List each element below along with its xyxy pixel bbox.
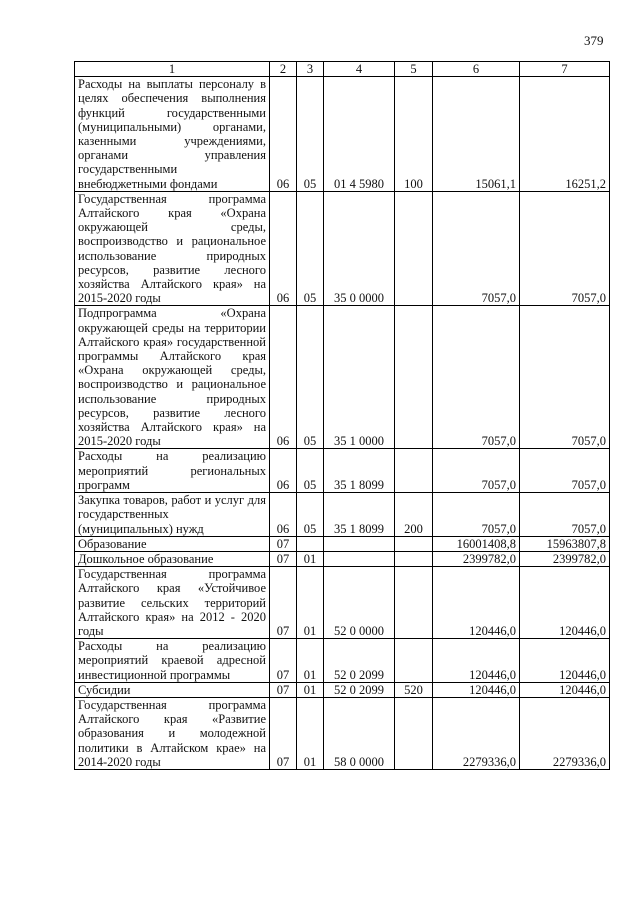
table-row: [75, 639, 610, 683]
row-name: Расходы на реализацию мероприятий краевой адресной инвестиционной программы: [75, 639, 270, 683]
amount-year-1: 120446,0: [433, 567, 520, 639]
section-code: 07: [270, 639, 297, 683]
table-row: [75, 567, 610, 639]
expense-type-code: [395, 567, 433, 639]
row-name: Государственная программа Алтайского края «Охрана окружающей среды, воспроизводство и рациональное использование природных ресурсов, развитие лесного хозяйства Алтайского края» на 2015-2020 годы: [75, 191, 270, 306]
row-name: Расходы на выплаты персоналу в целях обеспечения выполнения функций государственными (муниципальными) органами, казенными учреждениями, органами управления государственными внебюджетными фондами: [75, 77, 270, 192]
amount-year-1: 7057,0: [433, 306, 520, 449]
table-row: [75, 306, 610, 449]
expense-type-code: [395, 536, 433, 551]
target-article-code: 52 0 0000: [324, 567, 395, 639]
amount-year-2: 120446,0: [520, 682, 610, 697]
expense-type-code: 100: [395, 77, 433, 192]
amount-year-1: 2279336,0: [433, 697, 520, 769]
row-name: Государственная программа Алтайского края «Развитие образования и молодежной политики в Алтайском крае» на 2014-2020 годы: [75, 697, 270, 769]
target-article-code: 35 1 8099: [324, 449, 395, 493]
section-code: 07: [270, 567, 297, 639]
expense-type-code: [395, 697, 433, 769]
table-row: [75, 493, 610, 537]
column-header: 6: [433, 62, 520, 77]
subsection-code: 05: [297, 77, 324, 192]
row-name: Подпрограмма «Охрана окружающей среды на территории Алтайского края» государственной программы Алтайского края «Охрана окружающей среды, воспроизводство и рациональное использование природных ресурсов, развитие лесного хозяйства Алтайского края» на 2015-2020 годы: [75, 306, 270, 449]
subsection-code: 01: [297, 639, 324, 683]
subsection-code: 01: [297, 551, 324, 566]
amount-year-2: 2399782,0: [520, 551, 610, 566]
table-row: [75, 551, 610, 566]
row-name: Расходы на реализацию мероприятий региональных программ: [75, 449, 270, 493]
amount-year-2: 120446,0: [520, 639, 610, 683]
table-row: [75, 449, 610, 493]
subsection-code: 05: [297, 449, 324, 493]
target-article-code: [324, 551, 395, 566]
section-code: 06: [270, 449, 297, 493]
amount-year-1: 7057,0: [433, 449, 520, 493]
amount-year-2: 7057,0: [520, 306, 610, 449]
subsection-code: 01: [297, 697, 324, 769]
subsection-code: 05: [297, 493, 324, 537]
row-name: Субсидии: [75, 682, 270, 697]
column-header: 7: [520, 62, 610, 77]
column-number-row: [75, 62, 610, 77]
amount-year-2: 7057,0: [520, 449, 610, 493]
section-code: 06: [270, 191, 297, 306]
amount-year-1: 7057,0: [433, 191, 520, 306]
subsection-code: 05: [297, 191, 324, 306]
target-article-code: 01 4 5980: [324, 77, 395, 192]
section-code: 07: [270, 682, 297, 697]
amount-year-2: 7057,0: [520, 493, 610, 537]
row-name: Государственная программа Алтайского края «Устойчивое развитие сельских территорий Алтайского края» на 2012 - 2020 годы: [75, 567, 270, 639]
amount-year-2: 2279336,0: [520, 697, 610, 769]
subsection-code: 01: [297, 682, 324, 697]
target-article-code: 52 0 2099: [324, 639, 395, 683]
section-code: 07: [270, 551, 297, 566]
row-name: Образование: [75, 536, 270, 551]
table-row: [75, 77, 610, 192]
amount-year-2: 16251,2: [520, 77, 610, 192]
target-article-code: 52 0 2099: [324, 682, 395, 697]
target-article-code: 35 0 0000: [324, 191, 395, 306]
expense-type-code: [395, 191, 433, 306]
row-name: Дошкольное образование: [75, 551, 270, 566]
subsection-code: 01: [297, 567, 324, 639]
row-name: Закупка товаров, работ и услуг для государственных (муниципальных) нужд: [75, 493, 270, 537]
expense-type-code: [395, 306, 433, 449]
amount-year-1: 16001408,8: [433, 536, 520, 551]
expense-type-code: 520: [395, 682, 433, 697]
column-header: 4: [324, 62, 395, 77]
column-header: 3: [297, 62, 324, 77]
amount-year-2: 7057,0: [520, 191, 610, 306]
column-header: 2: [270, 62, 297, 77]
amount-year-2: 120446,0: [520, 567, 610, 639]
target-article-code: 35 1 0000: [324, 306, 395, 449]
page-number: 379: [584, 33, 604, 48]
expense-type-code: 200: [395, 493, 433, 537]
table-row: [75, 536, 610, 551]
table-row: [75, 682, 610, 697]
amount-year-2: 15963807,8: [520, 536, 610, 551]
section-code: 06: [270, 306, 297, 449]
section-code: 07: [270, 697, 297, 769]
subsection-code: [297, 536, 324, 551]
amount-year-1: 15061,1: [433, 77, 520, 192]
section-code: 07: [270, 536, 297, 551]
table-row: [75, 697, 610, 769]
column-header: 5: [395, 62, 433, 77]
expense-type-code: [395, 551, 433, 566]
section-code: 06: [270, 77, 297, 192]
amount-year-1: 120446,0: [433, 639, 520, 683]
budget-table: [74, 61, 610, 770]
target-article-code: 58 0 0000: [324, 697, 395, 769]
section-code: 06: [270, 493, 297, 537]
expense-type-code: [395, 639, 433, 683]
subsection-code: 05: [297, 306, 324, 449]
column-header: 1: [75, 62, 270, 77]
target-article-code: 35 1 8099: [324, 493, 395, 537]
table-row: [75, 191, 610, 306]
amount-year-1: 120446,0: [433, 682, 520, 697]
amount-year-1: 7057,0: [433, 493, 520, 537]
expense-type-code: [395, 449, 433, 493]
target-article-code: [324, 536, 395, 551]
amount-year-1: 2399782,0: [433, 551, 520, 566]
